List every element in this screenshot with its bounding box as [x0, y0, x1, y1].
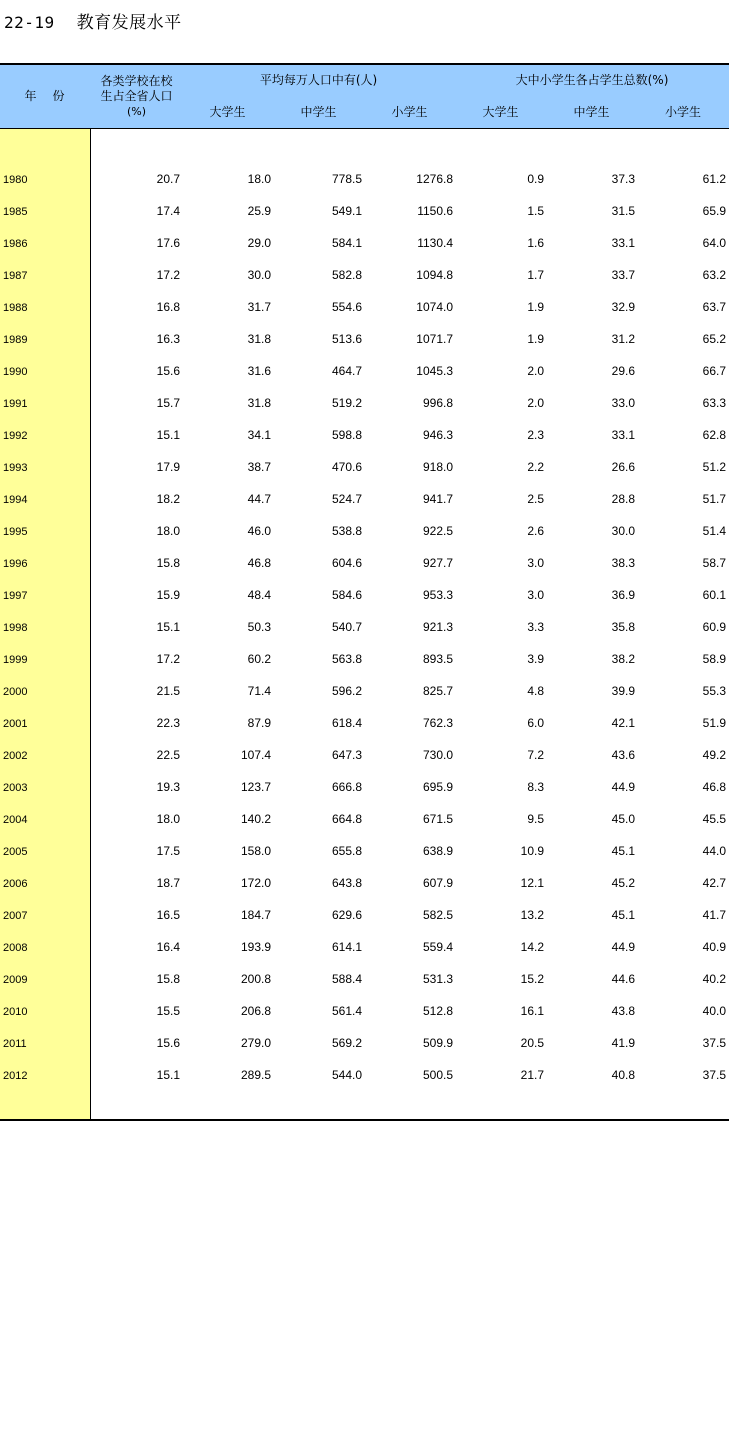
- row-value: 44.7: [247, 492, 271, 506]
- header-year-label: 年 份: [24, 89, 67, 103]
- row-value: 31.6: [247, 364, 271, 378]
- row-value: 3.0: [527, 588, 544, 602]
- row-value: 1045.3: [416, 364, 453, 378]
- row-value: 2.5: [527, 492, 544, 506]
- row-year: 1996: [3, 558, 28, 570]
- row-value: 17.6: [156, 236, 180, 250]
- row-value: 29.0: [247, 236, 271, 250]
- row-value: 927.7: [422, 556, 453, 570]
- row-year: 1985: [3, 206, 28, 218]
- row-value: 45.1: [611, 844, 635, 858]
- row-value: 58.9: [702, 652, 726, 666]
- row-value: 18.0: [156, 524, 180, 538]
- table-row: [0, 1030, 729, 1062]
- header-sub-primary-2: [637, 96, 729, 129]
- row-year: 2009: [3, 974, 28, 986]
- header-sub-college-2: [455, 96, 547, 129]
- page-title: [4, 8, 182, 33]
- row-value: 33.7: [611, 268, 635, 282]
- row-value: 17.5: [156, 844, 180, 858]
- row-value: 6.0: [527, 716, 544, 730]
- row-value: 60.1: [702, 588, 726, 602]
- row-value: 31.2: [611, 332, 635, 346]
- table-row: [0, 1062, 729, 1094]
- row-value: 51.2: [702, 460, 726, 474]
- row-value: 540.7: [331, 620, 362, 634]
- row-value: 60.9: [702, 620, 726, 634]
- header-sub-label: 中学生: [300, 104, 337, 119]
- row-value: 16.4: [156, 940, 180, 954]
- row-value: 289.5: [240, 1068, 271, 1082]
- header-per10k-label: 平均每万人口中有(人): [259, 73, 378, 87]
- header-share: [91, 65, 183, 129]
- row-value: 996.8: [422, 396, 453, 410]
- row-value: 18.0: [156, 812, 180, 826]
- header-share-line1: 各类学校在校: [100, 74, 173, 88]
- row-value: 15.1: [156, 620, 180, 634]
- row-value: 87.9: [247, 716, 271, 730]
- row-year: 1990: [3, 366, 28, 378]
- row-year: 2008: [3, 942, 28, 954]
- row-value: 206.8: [240, 1004, 271, 1018]
- row-value: 825.7: [422, 684, 453, 698]
- row-year: 1980: [3, 174, 28, 186]
- row-value: 512.8: [422, 1004, 453, 1018]
- row-value: 647.3: [331, 748, 362, 762]
- row-value: 584.1: [331, 236, 362, 250]
- row-value: 63.3: [702, 396, 726, 410]
- row-value: 35.8: [611, 620, 635, 634]
- row-value: 638.9: [422, 844, 453, 858]
- header-sub-label: 小学生: [391, 104, 428, 119]
- row-value: 538.8: [331, 524, 362, 538]
- table-row: [0, 294, 729, 326]
- row-value: 561.4: [331, 1004, 362, 1018]
- row-value: 37.3: [611, 172, 635, 186]
- row-value: 1.6: [527, 236, 544, 250]
- row-year: 1999: [3, 654, 28, 666]
- row-value: 531.3: [422, 972, 453, 986]
- row-value: 671.5: [422, 812, 453, 826]
- row-value: 664.8: [331, 812, 362, 826]
- row-value: 45.2: [611, 876, 635, 890]
- row-value: 45.1: [611, 908, 635, 922]
- row-value: 15.2: [520, 972, 544, 986]
- row-value: 15.8: [156, 972, 180, 986]
- row-value: 42.7: [702, 876, 726, 890]
- row-value: 2.0: [527, 396, 544, 410]
- table-row: [0, 326, 729, 358]
- row-value: 8.3: [527, 780, 544, 794]
- row-value: 1071.7: [416, 332, 453, 346]
- header-sub-label: 小学生: [664, 104, 701, 119]
- header-share-text: [100, 74, 172, 119]
- row-value: 16.1: [520, 1004, 544, 1018]
- header-sub-middle-2: [546, 96, 638, 129]
- row-value: 921.3: [422, 620, 453, 634]
- header-sub-label: 中学生: [573, 104, 610, 119]
- row-value: 604.6: [331, 556, 362, 570]
- row-year: 2006: [3, 878, 28, 890]
- row-value: 695.9: [422, 780, 453, 794]
- row-value: 655.8: [331, 844, 362, 858]
- row-value: 25.9: [247, 204, 271, 218]
- row-value: 554.6: [331, 300, 362, 314]
- row-value: 30.0: [611, 524, 635, 538]
- row-year: 1991: [3, 398, 28, 410]
- row-value: 2.3: [527, 428, 544, 442]
- row-value: 60.2: [247, 652, 271, 666]
- row-value: 20.5: [520, 1036, 544, 1050]
- row-value: 618.4: [331, 716, 362, 730]
- row-value: 66.7: [702, 364, 726, 378]
- row-year: 2012: [3, 1070, 28, 1082]
- row-value: 51.9: [702, 716, 726, 730]
- row-value: 31.7: [247, 300, 271, 314]
- row-value: 20.7: [156, 172, 180, 186]
- row-value: 1.7: [527, 268, 544, 282]
- row-year: 2001: [3, 718, 28, 730]
- header-year: [0, 65, 92, 129]
- row-value: 569.2: [331, 1036, 362, 1050]
- row-value: 4.8: [527, 684, 544, 698]
- row-value: 158.0: [240, 844, 271, 858]
- row-value: 39.9: [611, 684, 635, 698]
- table-row: [0, 934, 729, 966]
- row-value: 584.6: [331, 588, 362, 602]
- table-row: [0, 582, 729, 614]
- header-sub-college-1: [182, 96, 274, 129]
- row-value: 513.6: [331, 332, 362, 346]
- row-value: 43.8: [611, 1004, 635, 1018]
- row-value: 41.7: [702, 908, 726, 922]
- row-value: 598.8: [331, 428, 362, 442]
- row-value: 18.2: [156, 492, 180, 506]
- row-value: 629.6: [331, 908, 362, 922]
- row-value: 184.7: [240, 908, 271, 922]
- row-value: 544.0: [331, 1068, 362, 1082]
- row-year: 2011: [3, 1038, 27, 1050]
- row-value: 730.0: [422, 748, 453, 762]
- row-value: 44.6: [611, 972, 635, 986]
- row-value: 38.7: [247, 460, 271, 474]
- row-year: 2005: [3, 846, 28, 858]
- header-sub-middle-1: [273, 96, 365, 129]
- row-value: 953.3: [422, 588, 453, 602]
- row-value: 46.0: [247, 524, 271, 538]
- row-year: 1989: [3, 334, 28, 346]
- row-year: 1987: [3, 270, 28, 282]
- table-row: [0, 166, 729, 198]
- header-per10k-group: [182, 65, 456, 97]
- row-value: 31.8: [247, 332, 271, 346]
- row-value: 666.8: [331, 780, 362, 794]
- table-row: [0, 838, 729, 870]
- table-row: [0, 198, 729, 230]
- row-value: 38.2: [611, 652, 635, 666]
- row-value: 193.9: [240, 940, 271, 954]
- row-value: 40.2: [702, 972, 726, 986]
- row-value: 107.4: [240, 748, 271, 762]
- row-year: 2010: [3, 1006, 28, 1018]
- row-value: 16.5: [156, 908, 180, 922]
- row-value: 44.9: [611, 780, 635, 794]
- row-value: 172.0: [240, 876, 271, 890]
- table-row: [0, 998, 729, 1030]
- row-value: 10.9: [520, 844, 544, 858]
- table-title: 教育发展水平: [76, 13, 182, 33]
- row-value: 46.8: [247, 556, 271, 570]
- row-value: 1130.4: [417, 236, 453, 250]
- row-year: 1988: [3, 302, 28, 314]
- row-value: 524.7: [331, 492, 362, 506]
- row-value: 33.1: [611, 236, 635, 250]
- row-value: 3.9: [527, 652, 544, 666]
- row-value: 464.7: [331, 364, 362, 378]
- row-value: 1.5: [527, 204, 544, 218]
- row-value: 22.3: [156, 716, 180, 730]
- row-value: 64.0: [702, 236, 726, 250]
- table-row: [0, 966, 729, 998]
- row-value: 607.9: [422, 876, 453, 890]
- row-value: 2.2: [527, 460, 544, 474]
- row-year: 2004: [3, 814, 28, 826]
- row-year: 1997: [3, 590, 28, 602]
- header-share-line2: 生占全省人口: [100, 89, 173, 103]
- table-row: [0, 870, 729, 902]
- row-value: 38.3: [611, 556, 635, 570]
- row-value: 65.2: [702, 332, 726, 346]
- row-value: 1.9: [527, 300, 544, 314]
- row-value: 31.8: [247, 396, 271, 410]
- header-sub-label: 大学生: [482, 104, 519, 119]
- row-value: 596.2: [331, 684, 362, 698]
- table-row: [0, 486, 729, 518]
- row-value: 509.9: [422, 1036, 453, 1050]
- row-year: 1994: [3, 494, 28, 506]
- row-value: 15.9: [156, 588, 180, 602]
- row-value: 44.9: [611, 940, 635, 954]
- row-value: 40.0: [702, 1004, 726, 1018]
- table-row: [0, 454, 729, 486]
- row-value: 62.8: [702, 428, 726, 442]
- row-value: 21.5: [156, 684, 180, 698]
- row-value: 15.8: [156, 556, 180, 570]
- row-value: 15.1: [156, 428, 180, 442]
- table-row: [0, 774, 729, 806]
- row-value: 1276.8: [416, 172, 453, 186]
- row-value: 43.6: [611, 748, 635, 762]
- table-row: [0, 358, 729, 390]
- row-value: 582.8: [331, 268, 362, 282]
- row-year: 2000: [3, 686, 28, 698]
- row-value: 42.1: [611, 716, 635, 730]
- table-row: [0, 710, 729, 742]
- row-year: 2007: [3, 910, 28, 922]
- row-value: 17.4: [156, 204, 180, 218]
- header-pct-label: 大中小学生各占学生总数(%): [515, 73, 669, 87]
- row-value: 3.3: [527, 620, 544, 634]
- row-year: 1998: [3, 622, 28, 634]
- row-value: 200.8: [240, 972, 271, 986]
- row-value: 1.9: [527, 332, 544, 346]
- row-value: 28.8: [611, 492, 635, 506]
- row-year: 1986: [3, 238, 28, 250]
- row-value: 12.1: [520, 876, 544, 890]
- row-value: 13.2: [520, 908, 544, 922]
- row-value: 16.8: [156, 300, 180, 314]
- row-value: 50.3: [247, 620, 271, 634]
- row-value: 1074.0: [416, 300, 453, 314]
- row-value: 15.1: [156, 1068, 180, 1082]
- row-value: 63.2: [702, 268, 726, 282]
- row-value: 918.0: [422, 460, 453, 474]
- row-value: 7.2: [527, 748, 544, 762]
- row-value: 588.4: [331, 972, 362, 986]
- row-value: 40.9: [702, 940, 726, 954]
- row-value: 140.2: [240, 812, 271, 826]
- row-value: 31.5: [611, 204, 635, 218]
- table-row: [0, 422, 729, 454]
- row-value: 19.3: [156, 780, 180, 794]
- row-value: 26.6: [611, 460, 635, 474]
- row-value: 3.0: [527, 556, 544, 570]
- row-value: 55.3: [702, 684, 726, 698]
- row-value: 41.9: [611, 1036, 635, 1050]
- table-row: [0, 902, 729, 934]
- row-value: 762.3: [422, 716, 453, 730]
- row-value: 22.5: [156, 748, 180, 762]
- row-value: 643.8: [331, 876, 362, 890]
- row-value: 582.5: [422, 908, 453, 922]
- row-value: 34.1: [247, 428, 271, 442]
- row-value: 17.9: [156, 460, 180, 474]
- row-year: 1993: [3, 462, 28, 474]
- row-value: 33.0: [611, 396, 635, 410]
- row-value: 49.2: [702, 748, 726, 762]
- row-value: 63.7: [702, 300, 726, 314]
- row-value: 470.6: [331, 460, 362, 474]
- table-row: [0, 550, 729, 582]
- table-row: [0, 390, 729, 422]
- row-value: 17.2: [156, 268, 180, 282]
- row-value: 44.0: [702, 844, 726, 858]
- row-value: 21.7: [520, 1068, 544, 1082]
- row-value: 61.2: [702, 172, 726, 186]
- row-value: 37.5: [702, 1068, 726, 1082]
- row-value: 15.5: [156, 1004, 180, 1018]
- row-value: 549.1: [331, 204, 362, 218]
- row-value: 519.2: [331, 396, 362, 410]
- row-value: 30.0: [247, 268, 271, 282]
- table-row: [0, 262, 729, 294]
- row-value: 16.3: [156, 332, 180, 346]
- row-value: 37.5: [702, 1036, 726, 1050]
- row-value: 45.0: [611, 812, 635, 826]
- row-value: 18.0: [247, 172, 271, 186]
- header-pct-group: [455, 65, 729, 97]
- row-value: 58.7: [702, 556, 726, 570]
- row-value: 51.7: [702, 492, 726, 506]
- row-value: 563.8: [331, 652, 362, 666]
- row-year: 2002: [3, 750, 28, 762]
- row-value: 32.9: [611, 300, 635, 314]
- row-value: 2.0: [527, 364, 544, 378]
- row-value: 559.4: [422, 940, 453, 954]
- row-value: 71.4: [247, 684, 271, 698]
- row-value: 2.6: [527, 524, 544, 538]
- table-row: [0, 806, 729, 838]
- row-value: 893.5: [422, 652, 453, 666]
- row-value: 15.6: [156, 1036, 180, 1050]
- header-sub-primary-1: [364, 96, 456, 129]
- row-value: 51.4: [702, 524, 726, 538]
- row-value: 40.8: [611, 1068, 635, 1082]
- row-value: 15.6: [156, 364, 180, 378]
- row-value: 29.6: [611, 364, 635, 378]
- header-share-line3: (%): [126, 105, 147, 118]
- table-row: [0, 678, 729, 710]
- table-bottom-rule: [0, 1119, 729, 1121]
- row-value: 17.2: [156, 652, 180, 666]
- row-value: 941.7: [422, 492, 453, 506]
- row-value: 45.5: [702, 812, 726, 826]
- row-value: 0.9: [527, 172, 544, 186]
- row-value: 65.9: [702, 204, 726, 218]
- table-row: [0, 646, 729, 678]
- header-sub-label: 大学生: [209, 104, 246, 119]
- table-row: [0, 742, 729, 774]
- table-code: 22-19: [4, 13, 55, 32]
- row-value: 922.5: [422, 524, 453, 538]
- row-value: 778.5: [331, 172, 362, 186]
- table-row: [0, 230, 729, 262]
- table-row: [0, 614, 729, 646]
- row-value: 279.0: [240, 1036, 271, 1050]
- row-year: 2003: [3, 782, 28, 794]
- row-year: 1992: [3, 430, 28, 442]
- row-value: 14.2: [520, 940, 544, 954]
- row-value: 1150.6: [417, 204, 453, 218]
- row-value: 9.5: [527, 812, 544, 826]
- row-value: 18.7: [156, 876, 180, 890]
- row-value: 46.8: [702, 780, 726, 794]
- row-value: 946.3: [422, 428, 453, 442]
- row-value: 500.5: [422, 1068, 453, 1082]
- row-value: 123.7: [240, 780, 271, 794]
- row-value: 15.7: [156, 396, 180, 410]
- row-value: 36.9: [611, 588, 635, 602]
- row-value: 48.4: [247, 588, 271, 602]
- row-value: 614.1: [331, 940, 362, 954]
- table-row: [0, 518, 729, 550]
- row-value: 33.1: [611, 428, 635, 442]
- row-year: 1995: [3, 526, 28, 538]
- row-value: 1094.8: [416, 268, 453, 282]
